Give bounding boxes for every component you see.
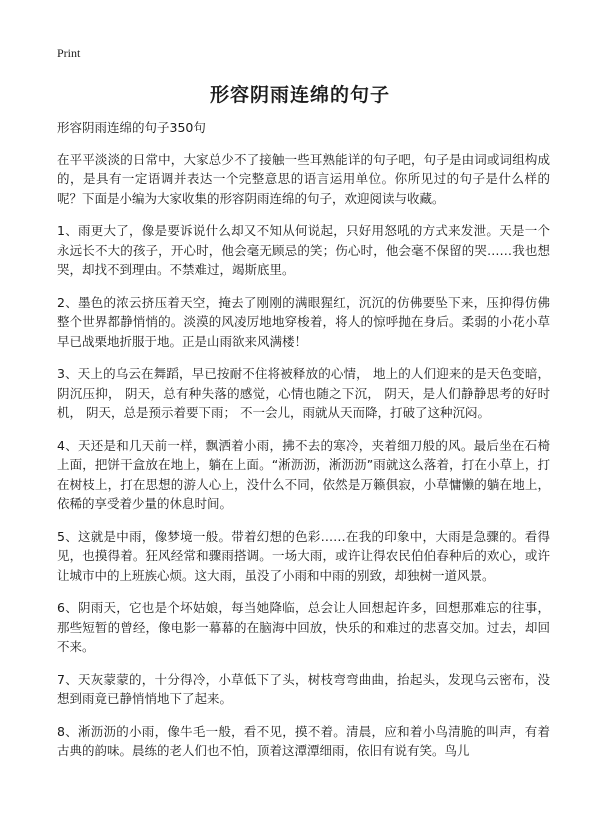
sentence-paragraph-8: 8、淅沥沥的小雨，像牛毛一般，看不见，摸不着。清晨，应和着小鸟清脆的叫声，有着古典的韵味。晨练的老人们也不怕，顶着这潭潭细雨，依旧有说有笑。鸟儿 <box>57 723 550 758</box>
sentence-paragraph-2: 2、墨色的浓云挤压着天空，掩去了刚刚的满眼猩红，沉沉的仿佛要坠下来，压抑得仿佛整个世界都静悄悄的。淡漠的风凌厉地地穿梭着，将人的惊呼抛在身后。柔弱的小花小草早已战栗地折服于地。正是山雨欲来风满楼！ <box>57 294 550 349</box>
sentence-paragraph-7: 7、天灰蒙蒙的，十分得冷，小草低下了头，树枝弯弯曲曲，抬起头，发现乌云密布，没想到雨竟已静悄悄地下了起来。 <box>57 671 550 706</box>
sentence-paragraph-3: 3、天上的乌云在舞蹈，早已按耐不住将被释放的心情， 地上的人们迎来的是天色变暗，阴沉压抑， 阴天，总有种失落的感觉，心情也随之下沉， 阴天，是人们静静思考的好时机， 阴天，总是预示着要下雨； 不一会儿，雨就从天而降，打破了这种沉闷。 <box>57 366 550 420</box>
print-label: Print <box>57 46 81 60</box>
sentence-paragraph-5: 5、这就是中雨，像梦境一般。带着幻想的色彩……在我的印象中，大雨是急骤的。看得见，也摸得着。狂风经常和骤雨搭调。一场大雨，或许让得农民伯伯春种后的欢心，或许让城市中的上班族心烦。这大雨，虽没了小雨和中雨的别致，却独树一道风景。 <box>57 528 550 583</box>
page-title: 形容阴雨连绵的句子 <box>209 84 390 106</box>
sentence-paragraph-1: 1、雨更大了，像是要诉说什么却又不知从何说起，只好用怒吼的方式来发泄。天是一个永远长不大的孩子，开心时，他会毫无顾忌的笑；伤心时，他会毫不保留的哭……我也想哭，却找不到理由。不禁难过，竭斯底里。 <box>57 223 550 277</box>
sentence-paragraph-4: 4、天还是和几天前一样，飘洒着小雨，拂不去的寒冷，夹着细刀般的风。最后坐在石椅上面，把饼干盒放在地上，躺在上面。“淅沥沥，淅沥沥”雨就这么落着，打在小草上，打在树枝上，打在思想的游人心上，没什么不同，依然是万籁俱寂，小草慵懒的躺在地上，依稀的享受着少量的休息时间。 <box>57 437 550 511</box>
intro-paragraph: 在平平淡淡的日常中，大家总少不了接触一些耳熟能详的句子吧，句子是由词或词组构成的，是具有一定语调并表达一个完整意思的语言运用单位。你所见过的句子是什么样的呢？下面是小编为大家收集的形容阴雨连绵的句子，欢迎阅读与收藏。 <box>57 151 550 206</box>
document-body <box>57 118 550 774</box>
sentence-paragraph-6: 6、阴雨天，它也是个坏姑娘，每当她降临，总会让人回想起许多，回想那难忘的往事，那些短暂的曾经，像电影一幕幕的在脑海中回放，快乐的和难过的悲喜交加。过去，却回不来。 <box>57 600 550 654</box>
document-subtitle: 形容阴雨连绵的句子350句 <box>57 120 206 135</box>
